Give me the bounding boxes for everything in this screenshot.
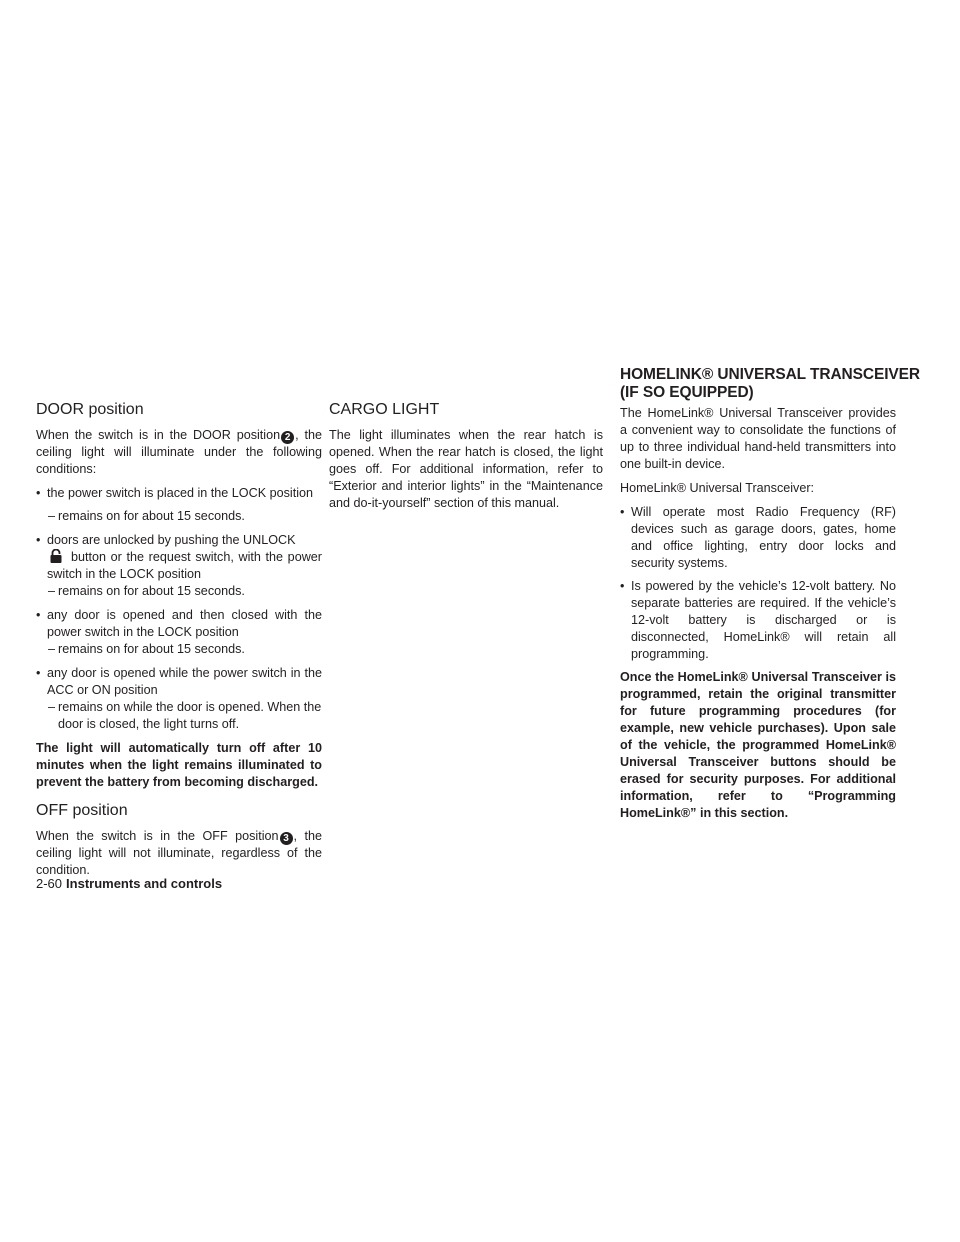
door-intro-text: When the switch is in the DOOR position [36,428,281,442]
homelink-notice: Once the HomeLink® Universal Transceiver is programmed, retain the original transmitter for future programming procedures (for example, new vehicle purchases). Upon sale of the vehicle, the programmed HomeLink® Universal Transceiver buttons should be erased for security purposes. For additional information, refer to “Programming HomeLink®” in this section. [620,670,896,820]
condition-text: doors are unlocked by pushing the UNLOCK [47,533,296,547]
column-homelink [620,405,896,829]
off-text-start: When the switch is in the OFF position [36,829,279,843]
condition-result [36,508,322,525]
result-text: remains on for about 15 seconds. [58,509,245,523]
door-intro-text-end: , the ceiling light will illuminate under the following conditions: [36,428,322,476]
section-title: Instruments and controls [66,876,223,891]
bullet: • [36,666,41,680]
result-text: remains on for about 15 seconds. [58,584,245,598]
homelink-feature-item [620,578,896,663]
condition-text: any door is opened while the power switch in the ACC or ON position [47,666,322,697]
feature-text: Will operate most Radio Frequency (RF) devices such as garage doors, gates, home and office lighting, entry door locks and security systems. [631,505,896,570]
homelink-list-intro: HomeLink® Universal Transceiver: [620,481,815,495]
unlock-icon [49,549,63,563]
bullet: • [620,505,625,519]
column-cargo [329,400,603,519]
cargo-light-heading: CARGO LIGHT [329,401,440,418]
dash: – [48,642,56,656]
bullet: • [36,608,41,622]
condition-text: button or the request switch, with the power switch in the LOCK position [47,550,322,581]
dash: – [48,509,56,523]
condition-item [36,532,322,549]
condition-result [36,641,322,658]
column-door-off [36,400,322,886]
condition-item [36,665,322,699]
result-text: remains on while the door is opened. When the door is closed, the light turns off. [58,700,322,731]
bullet: • [36,486,41,500]
callout-2-icon: 2 [281,431,294,444]
feature-text: Is powered by the vehicle’s 12-volt battery. No separate batteries are required. If the vehicle’s 12-volt battery is discharged or is disconnected, HomeLink® will retain all programming. [631,579,896,661]
result-text: remains on for about 15 seconds. [58,642,245,656]
condition-text: the power switch is placed in the LOCK position [47,486,314,500]
dash: – [48,584,56,598]
condition-text: any door is opened and then closed with the power switch in the LOCK position [47,608,322,639]
condition-result [36,583,322,600]
dash: – [48,700,56,714]
homelink-feature-item [620,504,896,572]
door-intro [36,427,322,478]
bullet: • [620,579,625,593]
condition-result [36,699,322,733]
page-footer [36,876,222,891]
off-position-heading: OFF position [36,802,128,819]
off-text-end: , the ceiling light will not illuminate, regardless of the condition. [36,829,322,877]
condition-item [36,485,322,502]
bullet: • [36,533,41,547]
callout-3-icon: 3 [280,832,293,845]
condition-item-cont [36,549,322,583]
off-text [36,828,322,879]
homelink-intro: The HomeLink® Universal Transceiver provides a convenient way to consolidate the functions of up to three individual hand-held transmitters into one built-in device. [620,406,896,471]
condition-item [36,607,322,641]
auto-off-warning: The light will automatically turn off after 10 minutes when the light remains illuminated to prevent the battery from becoming discharged. [36,741,322,789]
cargo-light-text: The light illuminates when the rear hatch is opened. When the rear hatch is closed, the light goes off. For additional information, refer to “Exterior and interior lights” in the “Maintenance and do-it-yourself” section of this manual. [329,428,603,510]
homelink-heading: HOMELINK® UNIVERSAL TRANSCEIVER (IF SO EQUIPPED) [620,366,920,401]
page-number: 2-60 [36,876,63,891]
door-position-heading: DOOR position [36,401,144,418]
